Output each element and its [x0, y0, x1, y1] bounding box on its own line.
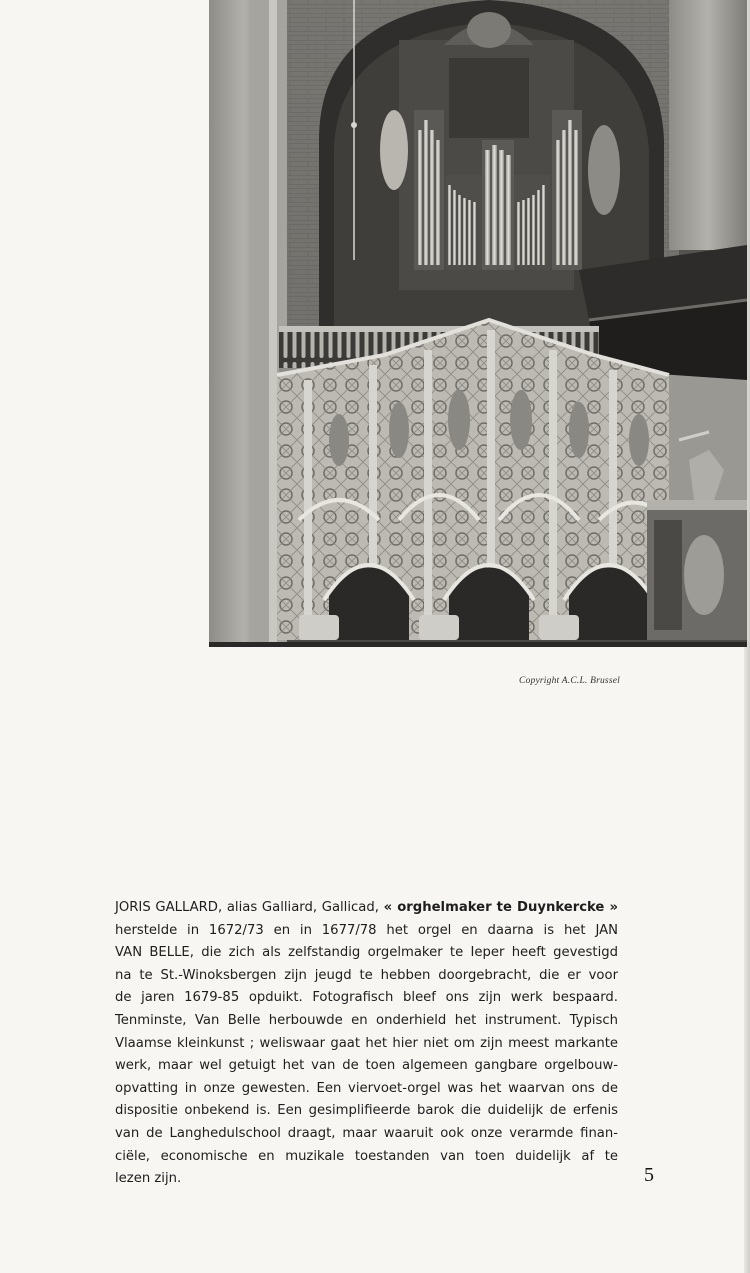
text-line: ciële, economische en muzikale toestanden van toen duidelijk af te: [115, 1148, 618, 1164]
text-line: JORIS GALLARD, alias Galliard, Gallicad, « orghelmaker te Duynkercke »: [115, 900, 618, 915]
text-line: Tenminste, Van Belle herbouwde en onderhield het instrument. Typisch: [115, 1012, 618, 1028]
page-number: 5: [644, 1164, 654, 1186]
text-line: Vlaamse kleinkunst ; weliswaar gaat het hier niet om zijn meest markante: [115, 1035, 618, 1051]
text-line: de jaren 1679-85 opduikt. Fotografisch bleef ons zijn werk bespaard.: [115, 990, 618, 1006]
organ-photograph: [209, 0, 747, 647]
emphasis-quote: « orghelmaker te Duynkercke »: [383, 900, 618, 915]
photo-credit-caption: Copyright A.C.L. Brussel: [519, 676, 620, 686]
text-line: na te St.-Winoksbergen zijn jeugd te hebben doorgebracht, die er voor: [115, 967, 618, 983]
text-line: lezen zijn.: [115, 1171, 182, 1187]
text-line: VAN BELLE, die zich als zelfstandig orgelmaker te Ieper heeft gevestigd: [115, 945, 618, 961]
text-line: dispositie onbekend is. Een gesimplifieerde barok die duidelijk de erfenis: [115, 1103, 618, 1119]
text-line: van de Langhedulschool draagt, maar waaruit ook onze verarmde finan-: [115, 1125, 618, 1141]
body-paragraph: [115, 897, 618, 1191]
text-line: opvatting in onze gewesten. Een viervoet-orgel was het waarvan ons de: [115, 1080, 618, 1096]
organ-photo-illustration: [209, 0, 747, 647]
text-line: werk, maar wel getuigt het van de toen algemeen gangbare orgelbouw-: [115, 1058, 618, 1074]
text-line: herstelde in 1672/73 en in 1677/78 het orgel en daarna is het JAN: [115, 922, 618, 938]
